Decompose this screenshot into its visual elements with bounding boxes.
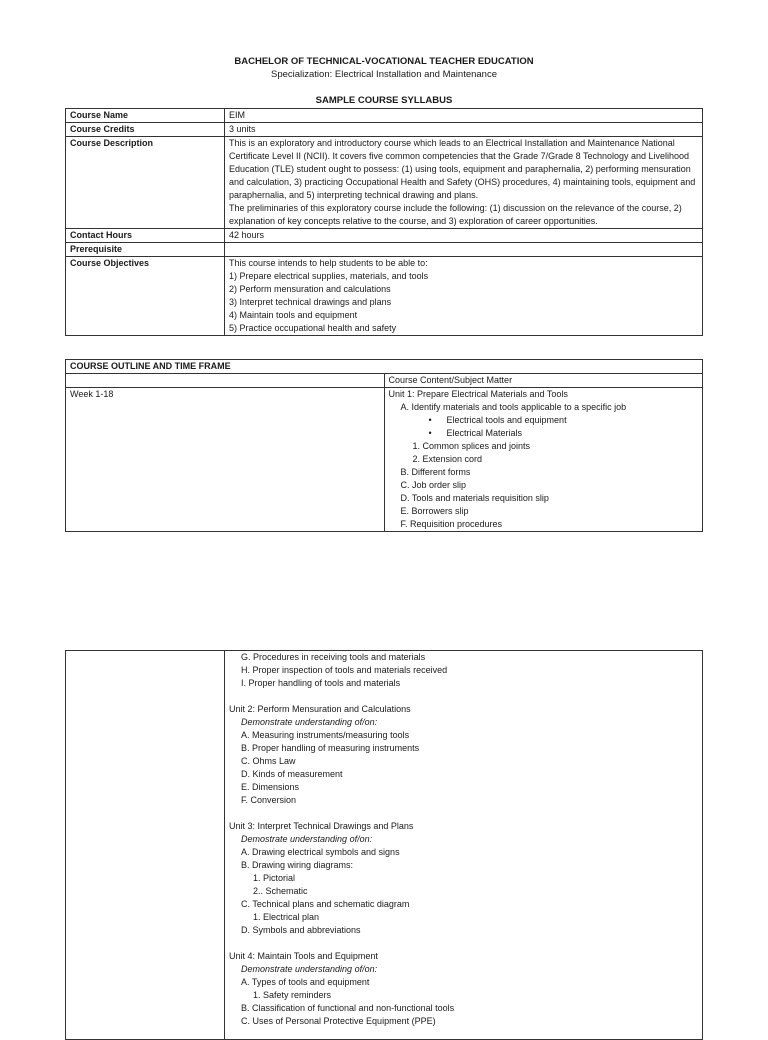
unit-title: Unit 2: Perform Mensuration and Calculations xyxy=(229,704,411,714)
table-row xyxy=(66,257,703,336)
outline-item: A. Identify materials and tools applicable to a specific job xyxy=(400,402,627,412)
course-credits-label: Course Credits xyxy=(66,123,225,137)
outline-item: D. Symbols and abbreviations xyxy=(241,925,361,935)
unit-intro: Demonstrate understanding of/on: xyxy=(241,717,378,727)
outline-item: F. Conversion xyxy=(241,795,297,805)
table-row xyxy=(66,109,703,123)
table-row xyxy=(66,229,703,243)
objective-item: 2) Perform mensuration and calculations xyxy=(229,284,391,294)
outline-item: B. Classification of functional and non-functional tools xyxy=(241,1003,455,1013)
document-title: SAMPLE COURSE SYLLABUS xyxy=(315,95,453,106)
outline-subitem: 1. Common splices and joints xyxy=(412,441,531,451)
course-outline-table xyxy=(65,359,703,532)
outline-item: E. Dimensions xyxy=(241,782,300,792)
objective-item: 4) Maintain tools and equipment xyxy=(229,310,358,320)
course-objectives-value xyxy=(225,257,703,336)
outline-item: B. Drawing wiring diagrams: xyxy=(241,860,354,870)
unit-title: Unit 1: Prepare Electrical Materials and Tools xyxy=(388,389,568,399)
course-name-label: Course Name xyxy=(66,109,225,123)
outline-item: C. Uses of Personal Protective Equipment (PPE) xyxy=(241,1016,436,1026)
outline-item: B. Proper handling of measuring instruments xyxy=(241,743,420,753)
outline-subitem: 1. Pictorial xyxy=(253,873,296,883)
objective-item: 5) Practice occupational health and safety xyxy=(229,323,397,333)
outline-item: F. Requisition procedures xyxy=(400,519,503,529)
outline-subitem: 2. Extension cord xyxy=(412,454,483,464)
outline-item: B. Different forms xyxy=(400,467,471,477)
outline-item: C. Ohms Law xyxy=(241,756,296,766)
course-info-table xyxy=(65,108,703,336)
outline-item: D. Kinds of measurement xyxy=(241,769,343,779)
table-row xyxy=(66,137,703,229)
bullet-item: • Electrical tools and equipment xyxy=(389,414,699,427)
table-row xyxy=(66,388,703,532)
table-row xyxy=(66,374,703,388)
outline-item: A. Drawing electrical symbols and signs xyxy=(241,847,400,857)
course-name-value: EIM xyxy=(225,109,703,123)
table-row xyxy=(66,123,703,137)
outline-subitem: 1. Safety reminders xyxy=(253,990,332,1000)
outline-item: H. Proper inspection of tools and materials received xyxy=(241,665,448,675)
description-paragraph: The preliminaries of this exploratory course include the following: (1) discussion on the relevance of the course, 2) explanation of key concepts relative to the course, and 3) exploration of career opportunities. xyxy=(229,203,682,226)
objective-item: 3) Interpret technical drawings and plans xyxy=(229,297,392,307)
outline-subitem: 1. Electrical plan xyxy=(253,912,320,922)
outline-subitem: 2.. Schematic xyxy=(253,886,308,896)
outline-title: COURSE OUTLINE AND TIME FRAME xyxy=(66,360,703,374)
unit-intro: Demonstrate understanding of/on: xyxy=(241,964,378,974)
outline-continuation-table xyxy=(65,650,703,1040)
contact-hours-value: 42 hours xyxy=(225,229,703,243)
outline-empty-header xyxy=(66,374,385,388)
course-objectives-label: Course Objectives xyxy=(66,257,225,336)
table-row xyxy=(66,651,703,1040)
description-paragraph: This is an exploratory and introductory course which leads to an Electrical Installation and Maintenance National Certificate Level II (NCII). It covers five common competencies that the Grade 7/Grade 8 Technology and Livelihood Education (TLE) student ought to possess: (1) using tools, equipment and paraphernalia, 2) performing mensuration and calculation, 3) practicing Occupational Health and Safety (OHS) procedures, 4) maintaining tools, equipment and paraphernalia, and 5) interpreting technical drawing and plans. xyxy=(229,138,696,200)
unit-title: Unit 4: Maintain Tools and Equipment xyxy=(229,951,378,961)
unit-title: Unit 3: Interpret Technical Drawings and Plans xyxy=(229,821,414,831)
course-description-value xyxy=(225,137,703,229)
outline-item: C. Job order slip xyxy=(400,480,467,490)
continuation-content-cell xyxy=(225,651,703,1040)
spacer xyxy=(229,937,698,950)
objective-item: 1) Prepare electrical supplies, materials, and tools xyxy=(229,271,429,281)
course-description-label: Course Description xyxy=(66,137,225,229)
outline-item: G. Procedures in receiving tools and materials xyxy=(241,652,426,662)
outline-item: A. Types of tools and equipment xyxy=(241,977,370,987)
outline-content-cell xyxy=(384,388,703,532)
objectives-intro: This course intends to help students to be able to: xyxy=(229,258,428,268)
outline-item: D. Tools and materials requisition slip xyxy=(400,493,549,503)
program-title: BACHELOR OF TECHNICAL-VOCATIONAL TEACHER EDUCATION xyxy=(234,56,534,67)
spacer xyxy=(229,690,698,703)
outline-item: I. Proper handling of tools and materials xyxy=(241,678,401,688)
continuation-week-cell xyxy=(66,651,225,1040)
prerequisite-value xyxy=(225,243,703,257)
table-row xyxy=(66,360,703,374)
unit-intro: Demostrate understanding of/on: xyxy=(241,834,373,844)
outline-item: E. Borrowers slip xyxy=(400,506,469,516)
outline-column-header: Course Content/Subject Matter xyxy=(384,374,703,388)
bullet-item: • Electrical Materials xyxy=(389,427,699,440)
course-credits-value: 3 units xyxy=(225,123,703,137)
outline-item: A. Measuring instruments/measuring tools xyxy=(241,730,410,740)
contact-hours-label: Contact Hours xyxy=(66,229,225,243)
spacer xyxy=(229,807,698,820)
week-cell: Week 1-18 xyxy=(66,388,385,532)
prerequisite-label: Prerequisite xyxy=(66,243,225,257)
outline-item: C. Technical plans and schematic diagram xyxy=(241,899,410,909)
specialization-subtitle: Specialization: Electrical Installation and Maintenance xyxy=(270,69,498,80)
table-row xyxy=(66,243,703,257)
